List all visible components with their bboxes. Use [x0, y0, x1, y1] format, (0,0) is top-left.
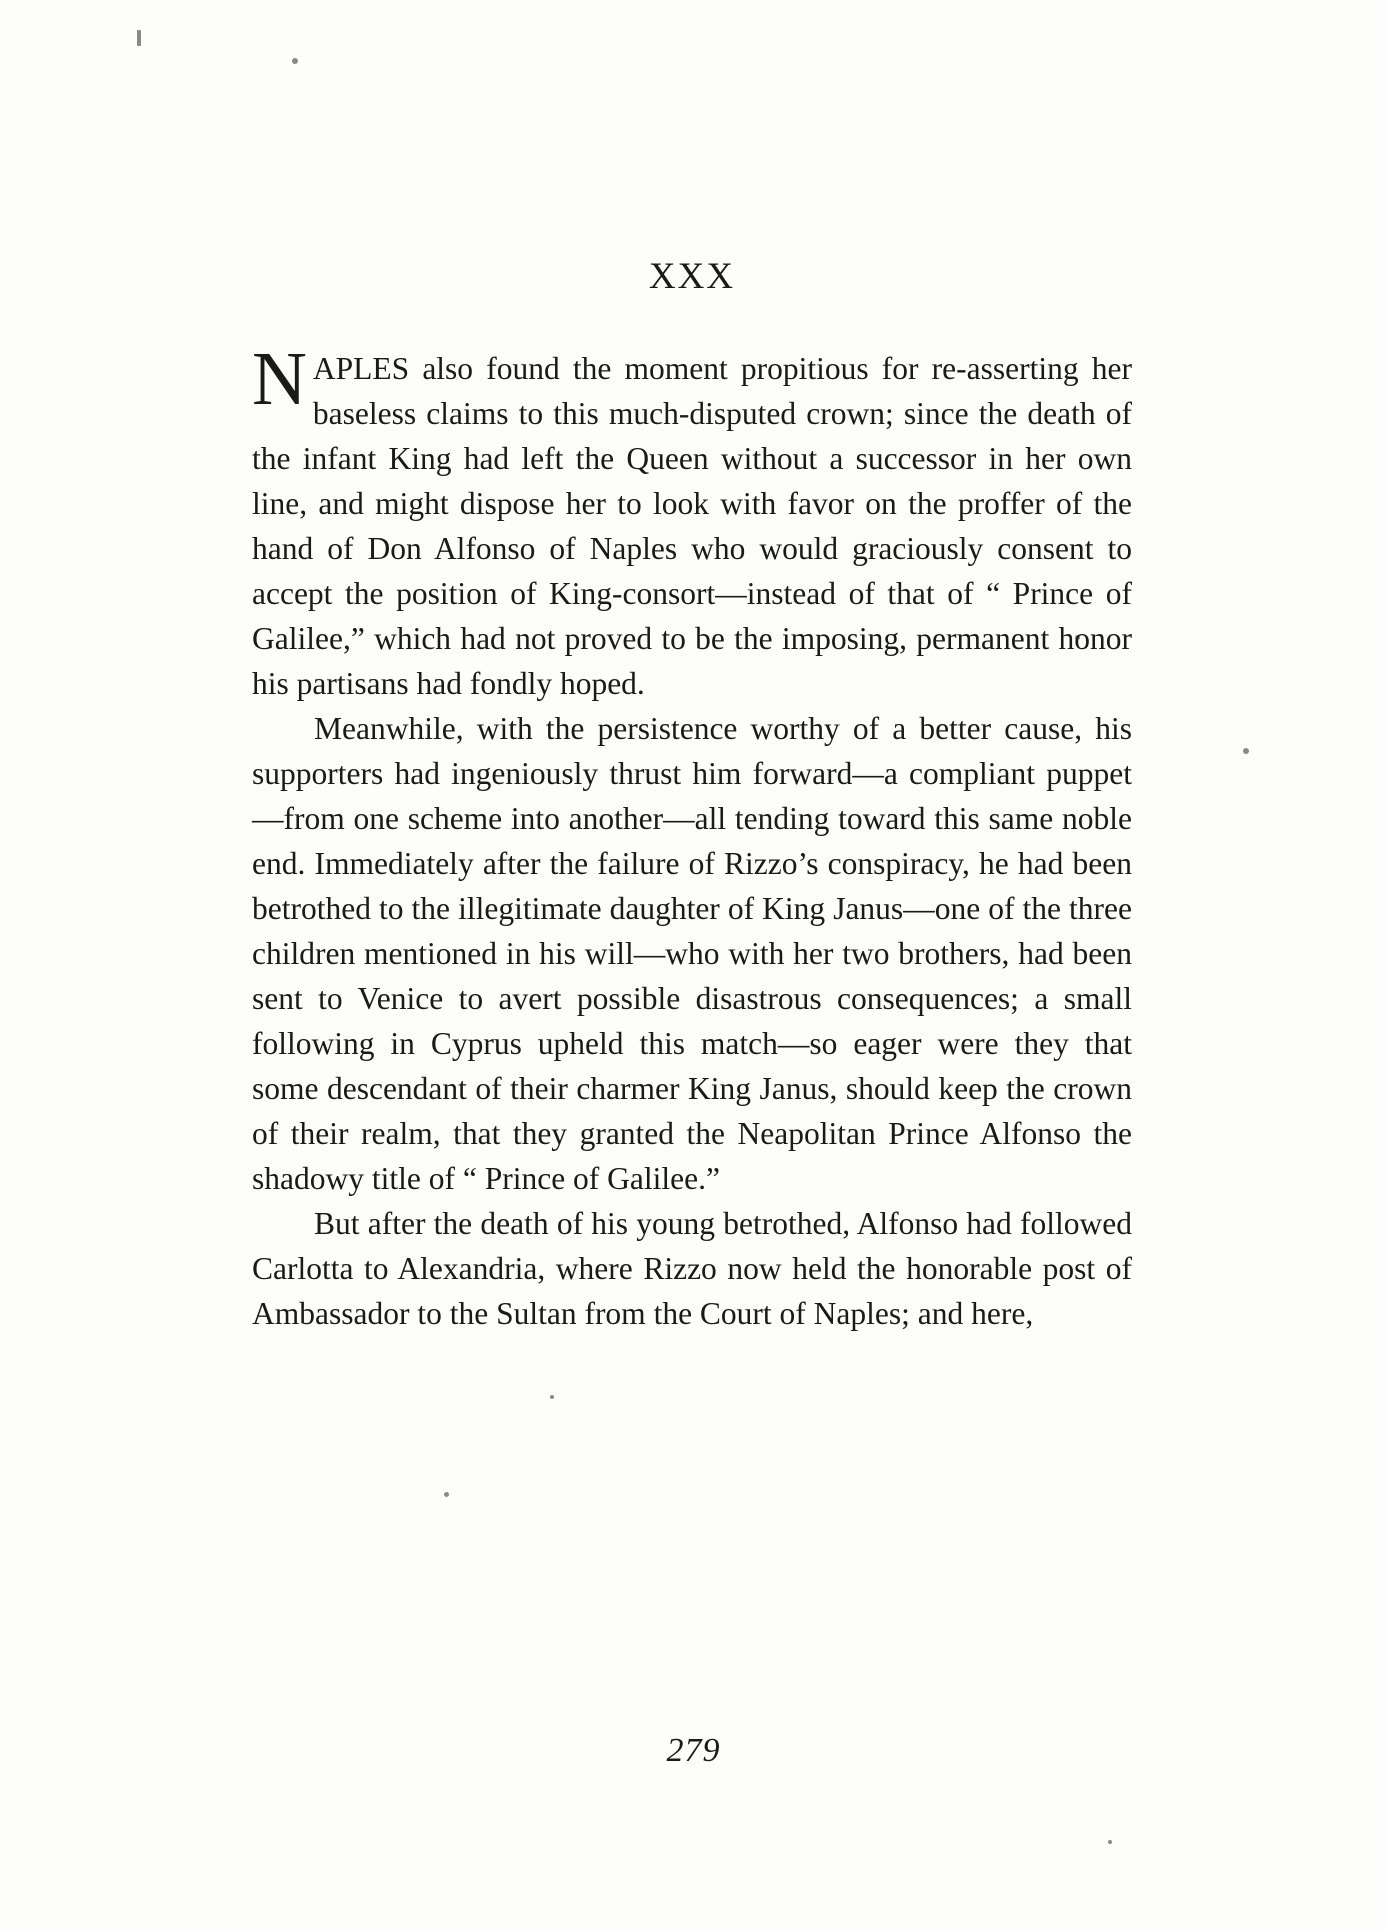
page-number: 279 [666, 1732, 721, 1769]
paragraph-1 [252, 337, 1132, 706]
page-speck [292, 58, 298, 64]
page-speck [1108, 1840, 1112, 1844]
drop-cap: N [252, 337, 307, 421]
body-text [252, 337, 1132, 1336]
paragraph-2-text: Meanwhile, with the persistence worthy of a better cause, his supporters had ingeniously thrust him forward—a compliant puppet—from one scheme into another—all tending toward this same noble end. Immediately after the failure of Rizzo’s conspiracy, he had been betrothed to the illegitimate daughter of King Janus—one of the three children mentioned in his will—who with her two brothers, had been sent to Venice to avert possible disastrous consequences; a small following in Cyprus upheld this match—so eager were they that some descendant of their charmer King Janus, should keep the crown of their realm, that they granted the Neapolitan Prince Alfonso the shadowy title of “ Prince of Galilee.” [252, 711, 1132, 1196]
chapter-number: XXX [648, 256, 736, 297]
page-content [252, 255, 1132, 1336]
paragraph-3 [252, 1201, 1132, 1336]
page-speck [550, 1395, 554, 1399]
paragraph-1-text: APLES also found the moment propitious for re-asserting her baseless claims to this much-disputed crown; since the death of the infant King had left the Queen without a successor in her own line, and might dispose her to look with favor on the proffer of the hand of Don Alfonso of Naples who would graciously consent to accept the position of King-consort—instead of that of “ Prince of Galilee,” which had not proved to be the imposing, permanent honor his partisans had fondly hoped. [252, 351, 1132, 701]
paragraph-2 [252, 706, 1132, 1201]
paragraph-3-text: But after the death of his young betrothed, Alfonso had followed Carlotta to Alexandria, where Rizzo now held the honorable post of Ambassador to the Sultan from the Court of Naples; and here, [252, 1206, 1132, 1331]
page-speck [137, 30, 141, 46]
page-speck [1243, 748, 1249, 754]
page-speck [444, 1492, 449, 1497]
